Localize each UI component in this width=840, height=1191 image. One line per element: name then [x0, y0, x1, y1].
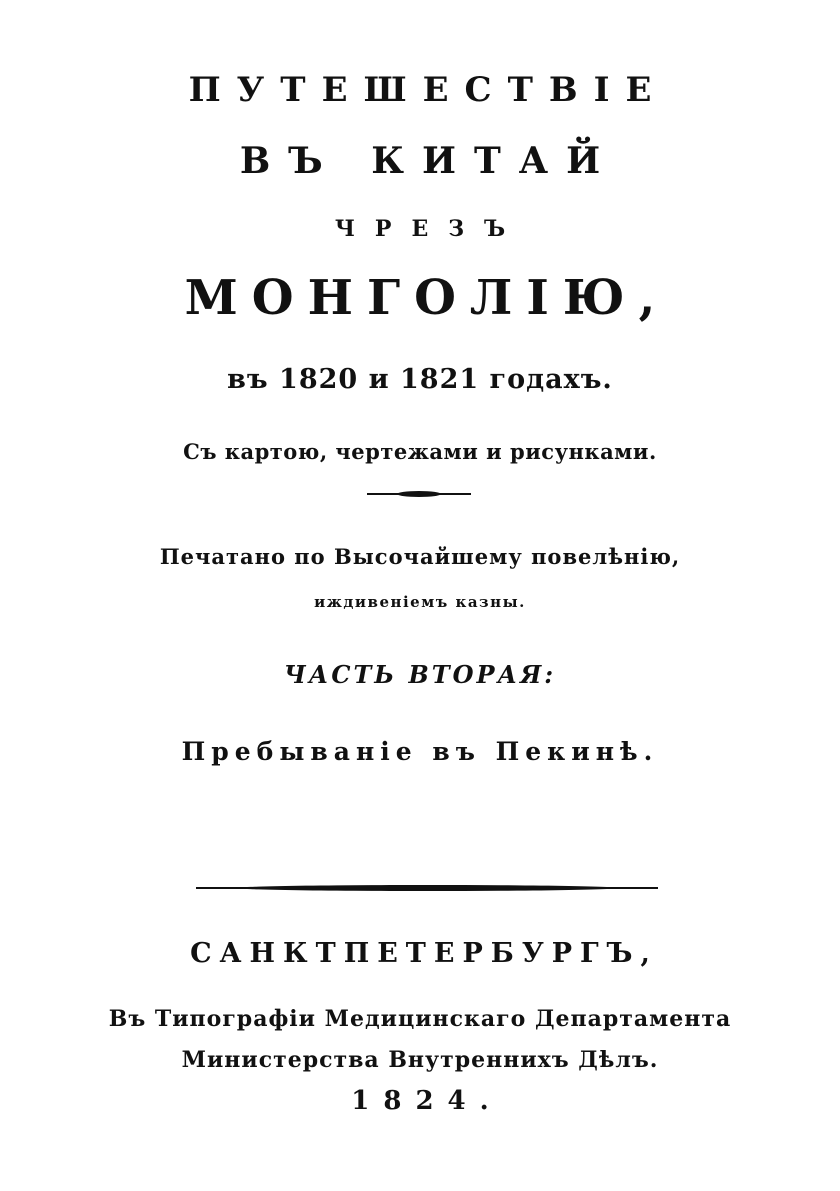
- cost-line: иждивеніемъ казны.: [314, 593, 526, 611]
- illustrations-line: Съ картою, чертежами и рисунками.: [183, 439, 657, 464]
- imprint-press-line-1: Въ Типографіи Медицинскаго Департамента: [108, 1006, 732, 1032]
- years-line: въ 1820 и 1821 годахъ.: [227, 364, 613, 395]
- title-line-3: ЧРЕЗЪ: [334, 216, 526, 242]
- ornamental-divider-small: [367, 493, 471, 495]
- printed-by-line: Печатано по Высочайшему повелѣнію,: [159, 544, 681, 569]
- title-line-1: ПУТЕШЕСТВІЕ: [188, 70, 668, 110]
- ornamental-divider-large: [196, 887, 658, 889]
- part-subtitle: Пребываніе въ Пекинѣ.: [181, 737, 659, 766]
- imprint-press-line-2: Министерства Внутреннихъ Дѣлъ.: [181, 1047, 659, 1073]
- part-heading: ЧАСТЬ ВТОРАЯ:: [283, 660, 557, 689]
- imprint-city: САНКТПЕТЕРБУРГЪ,: [190, 938, 658, 969]
- title-line-2: ВЪ КИТАЙ: [239, 140, 619, 182]
- imprint-year: 1824.: [351, 1086, 503, 1116]
- title-line-4: МОНГОЛІЮ,: [184, 270, 670, 326]
